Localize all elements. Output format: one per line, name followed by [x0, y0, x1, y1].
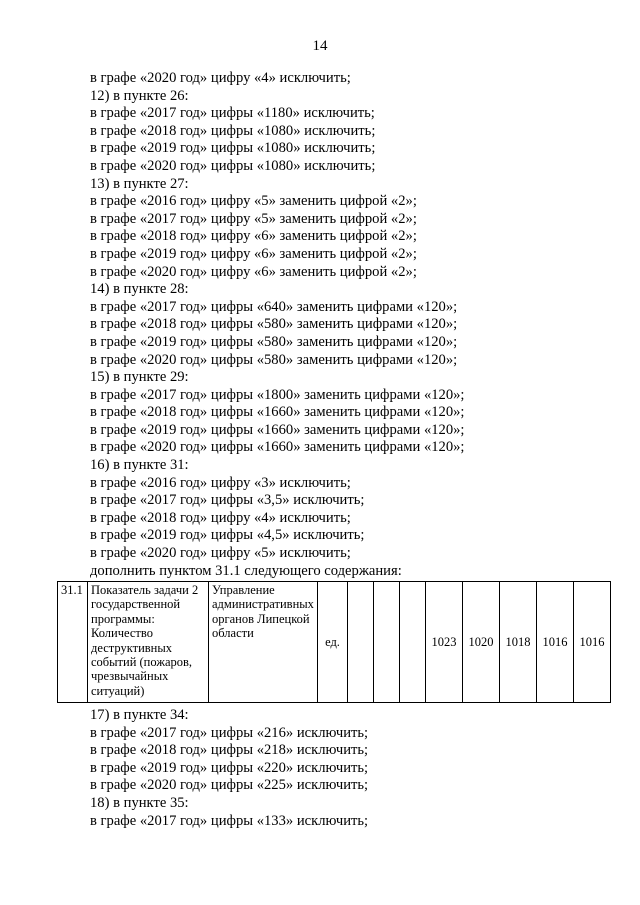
amendment-line: в графе «2017 год» цифры «1800» заменить цифрами «120»; — [90, 386, 465, 403]
amendment-line: в графе «2019 год» цифры «4,5» исключить; — [90, 527, 365, 544]
amendment-item-heading: 12) в пункте 26: — [90, 87, 189, 104]
amendment-line: в графе «2017 год» цифры «1180» исключить; — [90, 105, 375, 122]
value-cell: 1023 — [426, 582, 463, 703]
value-cell: 1016 — [574, 582, 611, 703]
amendment-line: в графе «2017 год» цифры «640» заменить цифрами «120»; — [90, 298, 458, 315]
amendment-line: в графе «2016 год» цифру «5» заменить цифрой «2»; — [90, 193, 417, 210]
amendment-line: в графе «2019 год» цифры «220» исключить; — [90, 759, 369, 776]
row-number-cell: 31.1 — [58, 582, 88, 703]
amendment-item-heading: 18) в пункте 35: — [90, 794, 189, 811]
amendment-item-heading: 13) в пункте 27: — [90, 175, 189, 192]
amendment-line: в графе «2018 год» цифры «580» заменить цифрами «120»; — [90, 316, 458, 333]
amendment-line: в графе «2018 год» цифры «218» исключить; — [90, 742, 369, 759]
amendment-line: дополнить пунктом 31.1 следующего содержания: — [90, 562, 402, 579]
amendment-item-heading: 15) в пункте 29: — [90, 369, 189, 386]
amendment-item-heading: 16) в пункте 31: — [90, 457, 189, 474]
table-row — [58, 582, 611, 703]
amendment-line: в графе «2018 год» цифры «1660» заменить цифрами «120»; — [90, 404, 465, 421]
amendment-line: в графе «2018 год» цифры «1080» исключить; — [90, 122, 376, 139]
page-number: 14 — [312, 38, 328, 54]
amendment-line: в графе «2019 год» цифры «580» заменить цифрами «120»; — [90, 333, 458, 350]
amendments-after — [90, 707, 368, 830]
amendment-line: в графе «2018 год» цифру «4» исключить; — [90, 509, 351, 526]
empty-cell — [348, 582, 374, 703]
amendment-line: в графе «2020 год» цифру «4» исключить; — [90, 70, 351, 86]
empty-cell — [374, 582, 400, 703]
value-cell: 1020 — [463, 582, 500, 703]
empty-cell — [400, 582, 426, 703]
value-cell: 1018 — [500, 582, 537, 703]
amendment-line: в графе «2017 год» цифры «216» исключить; — [90, 724, 369, 741]
amendment-line: в графе «2016 год» цифру «3» исключить; — [90, 474, 351, 491]
amendment-line: в графе «2019 год» цифру «6» заменить цифрой «2»; — [90, 245, 417, 262]
amendment-line: в графе «2019 год» цифры «1660» заменить цифрами «120»; — [90, 421, 465, 438]
inserted-row-table — [57, 581, 611, 703]
amendments-before — [90, 70, 464, 580]
unit-cell: ед. — [318, 582, 348, 703]
amendment-line: в графе «2017 год» цифры «133» исключить; — [90, 812, 369, 829]
amendment-line: в графе «2017 год» цифры «3,5» исключить; — [90, 492, 365, 509]
amendment-line: в графе «2020 год» цифры «580» заменить цифрами «120»; — [90, 351, 458, 368]
indicator-cell: Показатель задачи 2 государственной программы: Количество деструктивных событий (пожаров, чрезвычайных ситуаций) — [88, 582, 209, 703]
executor-cell: Управление административных органов Липецкой области — [209, 582, 318, 703]
amendment-item-heading: 14) в пункте 28: — [90, 281, 189, 298]
amendment-line: в графе «2020 год» цифры «1660» заменить цифрами «120»; — [90, 439, 465, 456]
amendment-line: в графе «2020 год» цифру «6» заменить цифрой «2»; — [90, 263, 417, 280]
amendment-line: в графе «2019 год» цифры «1080» исключить; — [90, 140, 376, 157]
value-cell: 1016 — [537, 582, 574, 703]
amendment-line: в графе «2018 год» цифру «6» заменить цифрой «2»; — [90, 228, 417, 245]
amendment-line: в графе «2020 год» цифру «5» исключить; — [90, 545, 351, 562]
amendment-line: в графе «2017 год» цифру «5» заменить цифрой «2»; — [90, 210, 417, 227]
amendment-item-heading: 17) в пункте 34: — [90, 707, 189, 723]
amendment-line: в графе «2020 год» цифры «225» исключить; — [90, 777, 369, 794]
amendment-line: в графе «2020 год» цифры «1080» исключить; — [90, 157, 376, 174]
